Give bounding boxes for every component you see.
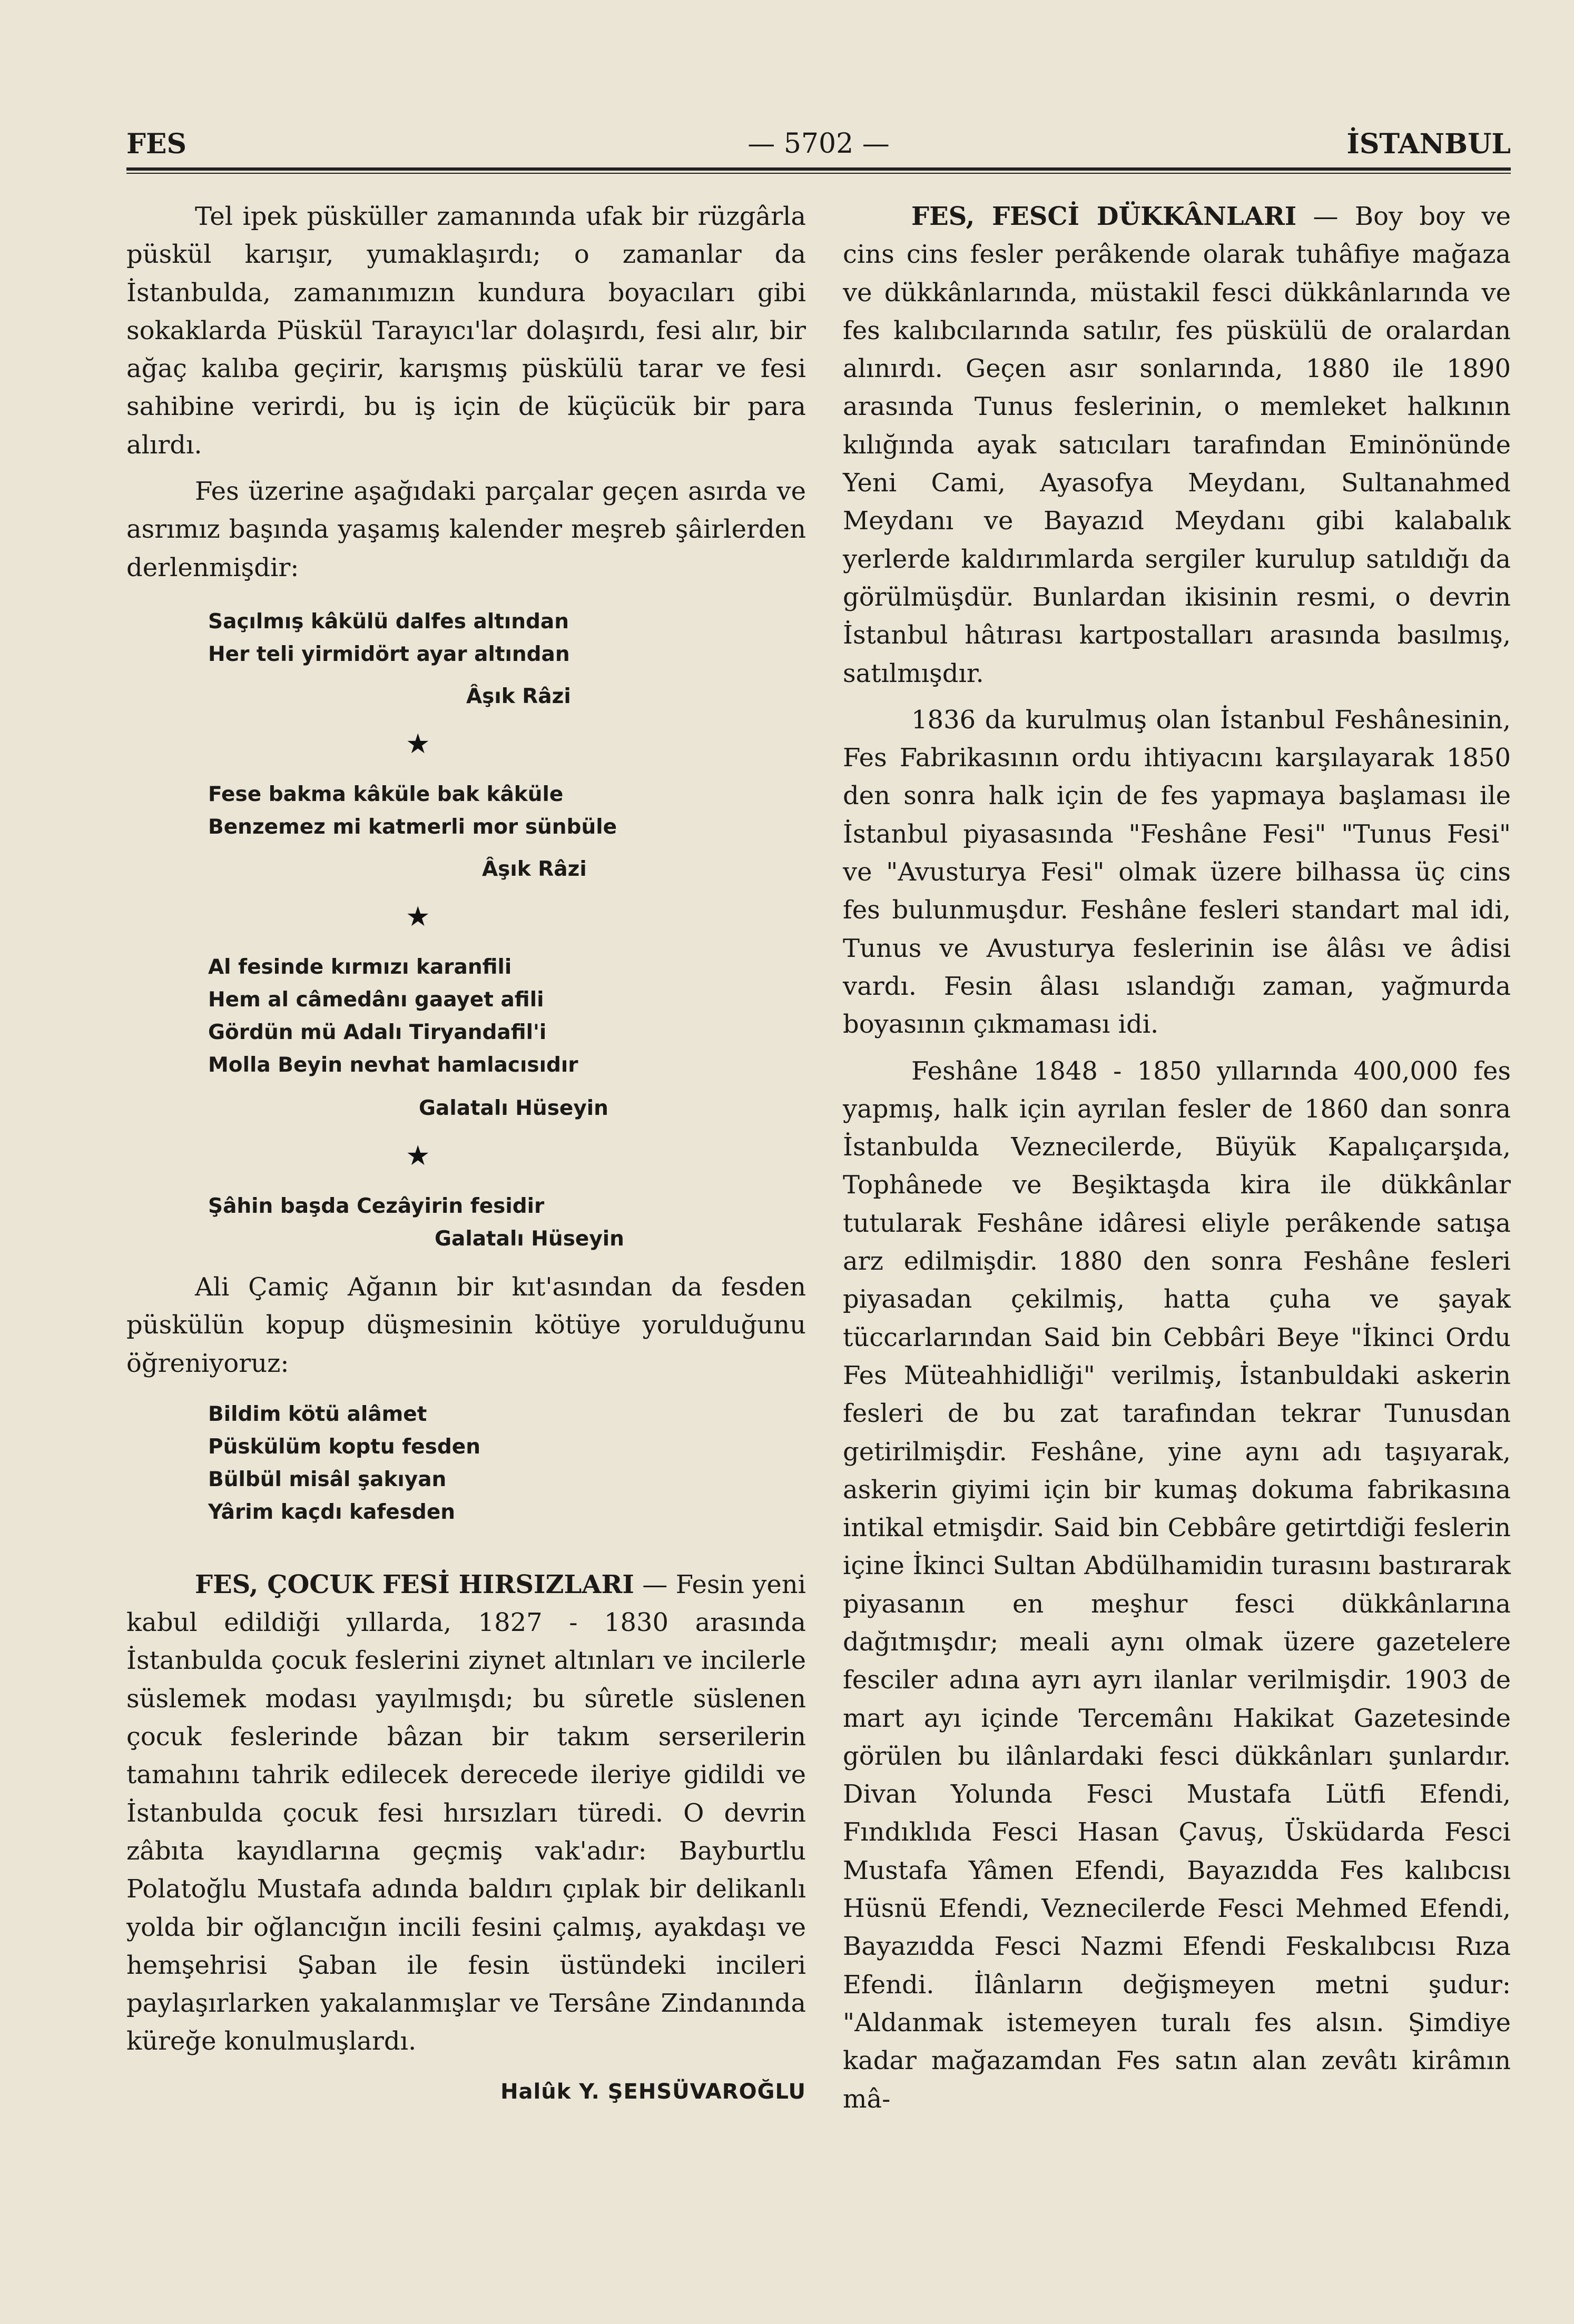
section-paragraph [126, 1566, 806, 2061]
section-heading: FES, FESCİ DÜKKÂNLARI [911, 202, 1297, 231]
poem-stanza [208, 951, 806, 1125]
right-column [843, 197, 1511, 2118]
header-right: İSTANBUL [1346, 128, 1511, 160]
star-separator: ★ [406, 728, 430, 760]
poem-line: Püskülüm koptu fesden [208, 1435, 480, 1459]
poem-line: Bülbül misâl şakıyan [208, 1467, 447, 1491]
poem-author: Âşık Râzi [466, 684, 571, 708]
running-header [126, 118, 1511, 166]
section-text: — Fesin yeni kabul edildiği yıllarda, 1827 - 1830 arasında İstanbulda çocuk feslerini ziynet altınları ve incilerle süslemek modası yayılmışdı; bu sûretle süslenen çocuk feslerinde bâzan bir takım serserilerin tamahını tahrik edilecek derecede ileriye gidildi ve İstanbulda çocuk fesi hırsızları türedi. O devrin zâbıta kayıdlarına geçmiş vak'adır: Bayburtlu Polatoğlu Mustafa adında baldırı çıplak bir delikanlı yolda bir oğlancığın incili fesini çalmış, ayakdaşı ve hemşehrisi Şaban ile fesin üstündeki incileri paylaşırlarken yakalanmışlar ve Tersâne Zindanında küreğe konulmuşlardı. [126, 1569, 806, 2056]
poem-line: Her teli yirmidört ayar altından [208, 642, 570, 666]
poem-line: Benzemez mi katmerli mor sünbüle [208, 815, 617, 839]
poem-author: Galatalı Hüseyin [419, 1096, 608, 1120]
header-rule-thin [126, 173, 1511, 174]
paragraph: Ali Çamiç Ağanın bir kıt'asından da fesden püskülün kopup düşmesinin kötüye yorulduğunu öğreniyoruz: [126, 1272, 806, 1378]
poem-line: Saçılmış kâkülü dalfes altından [208, 609, 569, 634]
poem-line: Yârim kaçdı kafesden [208, 1500, 456, 1524]
poem-stanza [208, 606, 806, 713]
section-paragraph [843, 197, 1511, 693]
left-column [126, 197, 806, 2108]
header-rule [126, 167, 1511, 171]
section-heading: FES, ÇOCUK FESİ HIRSIZLARI [195, 1569, 634, 1599]
poem-author: Âşık Râzi [482, 857, 587, 881]
poem-line: Hem al câmedânı gaayet afili [208, 987, 544, 1012]
poem-line: Şâhin başda Cezâyirin fesidir [208, 1194, 545, 1218]
star-separator: ★ [406, 1140, 430, 1172]
poem-line: Fese bakma kâküle bak kâküle [208, 782, 564, 806]
paragraph: Fes üzerine aşağıdaki parçalar geçen asırda ve asrımız başında yaşamış kalender meşreb şâirlerden derlenmişdir: [126, 477, 806, 582]
star-separator: ★ [406, 901, 430, 933]
page-number: — 5702 — [747, 128, 890, 160]
paragraph: 1836 da kurulmuş olan İstanbul Feshânesinin, Fes Fabrikasının ordu ihtiyacını karşılayarak 1850 den sonra halk için de fes yapmaya başlaması ile İstanbul piyasasında "Feshâne Fesi" "Tunus Fesi" ve "Avusturya Fesi" olmak üzere bilhassa üç cins fes bulunmuşdur. Feshâne fesleri standart mal idi, Tunus ve Avusturya feslerinin ise âlâsı ve âdisi vardı. Fesin âlası ıslandığı zaman, yağmurda boyasının çıkmaması idi. [843, 705, 1511, 1040]
poem-line: Gördün mü Adalı Tiryandafil'i [208, 1020, 547, 1044]
poem-author: Galatalı Hüseyin [435, 1227, 624, 1251]
section-text: — Boy boy ve cins cins fesler perâkende olarak tuhâfiye mağaza ve dükkânlarında, müstakil fesci dükkânlarında ve fes kalıbcılarında satılır, fes püskülü de oralardan alınırdı. Geçen asır sonlarında, 1880 ile 1890 arasında Tunus feslerinin, o memleket halkının kılığında ayak satıcıları tarafından Eminönünde Yeni Cami, Ayasofya Meydanı, Sultanahmed Meydanı ve Bayazıd Meydanı gibi kalabalık yerlerde kaldırımlarda sergiler kurulup satıldığı da görülmüşdür. Bunlardan ikisinin resmi, o devrin İstanbul hâtırası kartpostalları arasında basılmış, satılmışdır. [843, 202, 1511, 688]
poem-stanza [208, 778, 806, 886]
poem-line: Bildim kötü alâmet [208, 1402, 427, 1426]
signature: Halûk Y. ŞEHSÜVAROĞLU [500, 2079, 806, 2104]
poem-stanza [208, 1398, 806, 1529]
header-left: FES [126, 128, 187, 160]
poem-stanza [208, 1190, 806, 1255]
paragraph: Tel ipek püsküller zamanında ufak bir rüzgârla püskül karışır, yumaklaşırdı; o zamanlar da İstanbulda, zamanımızın kundura boyacıları gibi sokaklarda Püskül Tarayıcı'lar dolaşırdı, fesi alır, bir ağaç kalıba geçirir, karışmış püskülü tarar ve fesi sahibine verirdi, bu iş için de küçücük bir para alırdı. [126, 202, 806, 460]
poem-line: Molla Beyin nevhat hamlacısıdır [208, 1053, 578, 1077]
paragraph: Feshâne 1848 - 1850 yıllarında 400,000 fes yapmış, halk için ayrılan fesler de 1860 dan sonra İstanbulda Veznecilerde, Büyük Kapalıçarşıda, Tophânede ve Beşiktaşda kira ile dükkânlar tutularak Feshâne idâresi eliyle perâkende satışa arz edilmişdir. 1880 den sonra Feshâne fesleri piyasadan çekilmiş, hatta çuha ve şayak tüccarlarından Said bin Cebbâri Beye "İkinci Ordu Fes Müteahhidliği" verilmiş, İstanbuldaki askerin fesleri de bu zat tarafından tekrar Tunusdan getirilmişdir. Feshâne, yine aynı adı taşıyarak, askerin giyimi için bir kumaş dokuma fabrikasına intikal etmişdir. Said bin Cebbâre getirtdiği feslerin içine İkinci Sultan Abdülhamidin turasını bastırarak piyasanın en meşhur fesci dükkânlarına dağıtmışdır; meali aynı olmak üzere gazetelere fesciler adına ayrı ayrı ilanlar verilmişdir. 1903 de mart ayı içinde Tercemânı Hakikat Gazetesinde görülen bu ilânlardaki fesci dükkânları şunlardır. Divan Yolunda Fesci Mustafa Lütfi Efendi, Fındıklıda Fesci Hasan Çavuş, Üsküdarda Fesci Mustafa Yâmen Efendi, Bayazıdda Fes kalıbcısı Hüsnü Efendi, Veznecilerde Fesci Mehmed Efendi, Bayazıdda Fesci Nazmi Efendi Feskalıbcısı Rıza Efendi. İlânların değişmeyen metni şudur: "Aldanmak istemeyen turalı fes alsın. Şimdiye kadar mağazamdan Fes satın alan zevâtı kirâmın mâ- [843, 1056, 1511, 2114]
poem-line: Al fesinde kırmızı karanfili [208, 955, 512, 979]
